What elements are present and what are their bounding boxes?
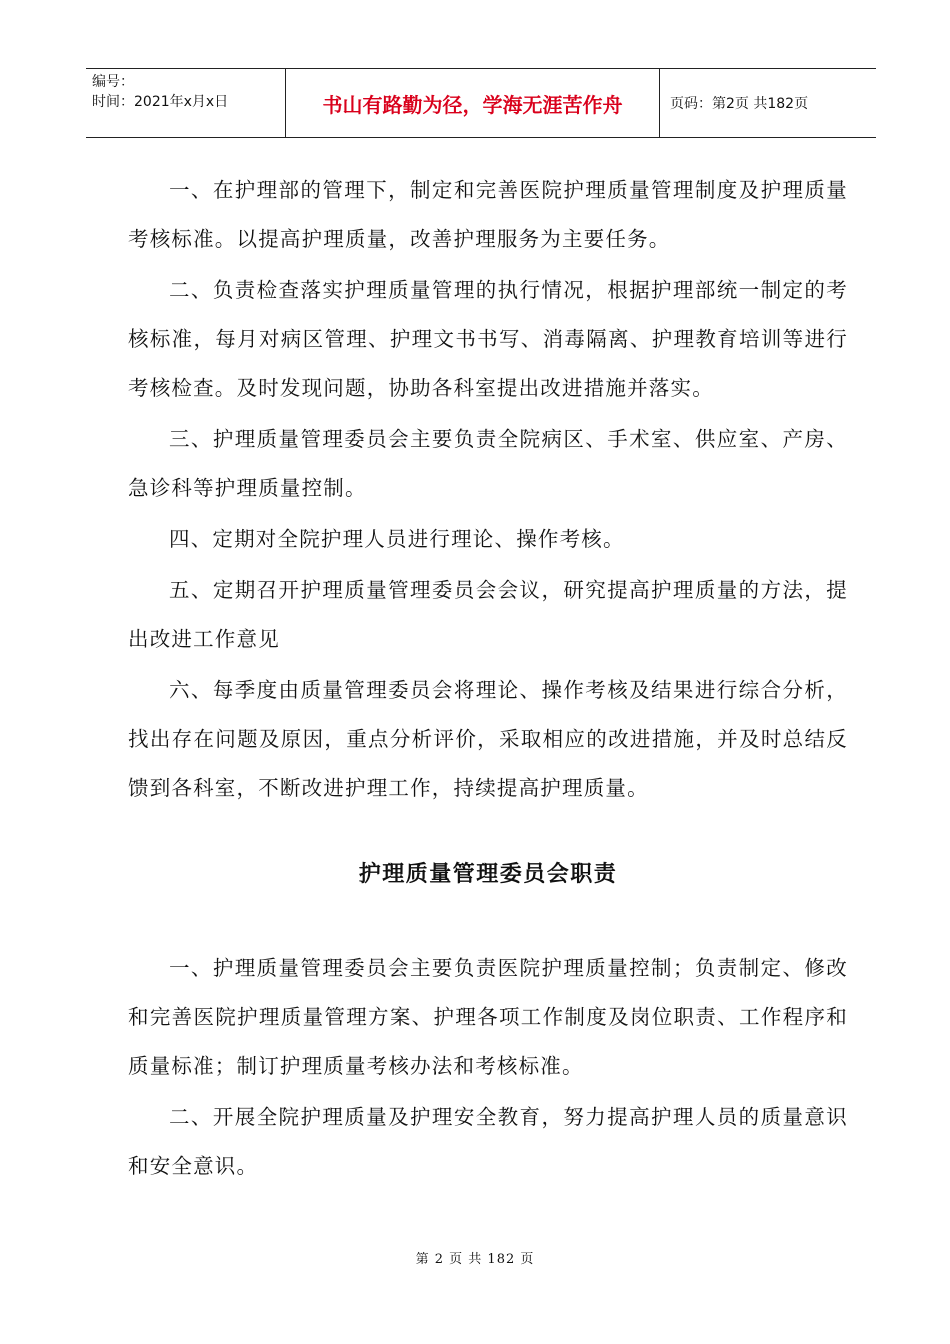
- section-title: 护理质量管理委员会职责: [358, 862, 618, 887]
- paragraph: 六、每季度由质量管理委员会将理论、操作考核及结果进行综合分析，找出存在问题及原因，重点分析评价，采取相应的改进措施，并及时总结反馈到各科室，不断改进护理工作，持续提高护理质量。: [128, 678, 848, 800]
- paragraph: 三、护理质量管理委员会主要负责全院病区、手术室、供应室、产房、急诊科等护理质量控制。: [128, 427, 848, 500]
- paragraph: 二、负责检查落实护理质量管理的执行情况，根据护理部统一制定的考核标准，每月对病区管理、护理文书书写、消毒隔离、护理教育培训等进行考核检查。及时发现问题，协助各科室提出改进措施并落实。: [128, 278, 848, 400]
- header-page-info: 页码：第2页 共182页: [670, 96, 809, 112]
- paragraph: 二、开展全院护理质量及护理安全教育，努力提高护理人员的质量意识和安全意识。: [128, 1105, 848, 1178]
- time-label: 时间：2021年x月x日: [92, 94, 229, 110]
- code-label: 编号：: [92, 74, 134, 90]
- paragraph: 五、定期召开护理质量管理委员会会议，研究提高护理质量的方法，提出改进工作意见: [128, 578, 848, 651]
- header-meta: [86, 69, 286, 137]
- header-slogan: 书山有路勤为径，学海无涯苦作舟: [286, 69, 660, 137]
- paragraph: 四、定期对全院护理人员进行理论、操作考核。: [169, 527, 625, 551]
- paragraph: 一、护理质量管理委员会主要负责医院护理质量控制；负责制定、修改和完善医院护理质量管理方案、护理各项工作制度及岗位职责、工作程序和质量标准；制订护理质量考核办法和考核标准。: [128, 956, 848, 1078]
- page-footer: 第 2 页 共 182 页: [415, 1252, 535, 1267]
- document-body: [128, 166, 848, 1191]
- page-header: [86, 68, 876, 138]
- paragraph: 一、在护理部的管理下，制定和完善医院护理质量管理制度及护理质量考核标准。以提高护理质量，改善护理服务为主要任务。: [128, 178, 848, 251]
